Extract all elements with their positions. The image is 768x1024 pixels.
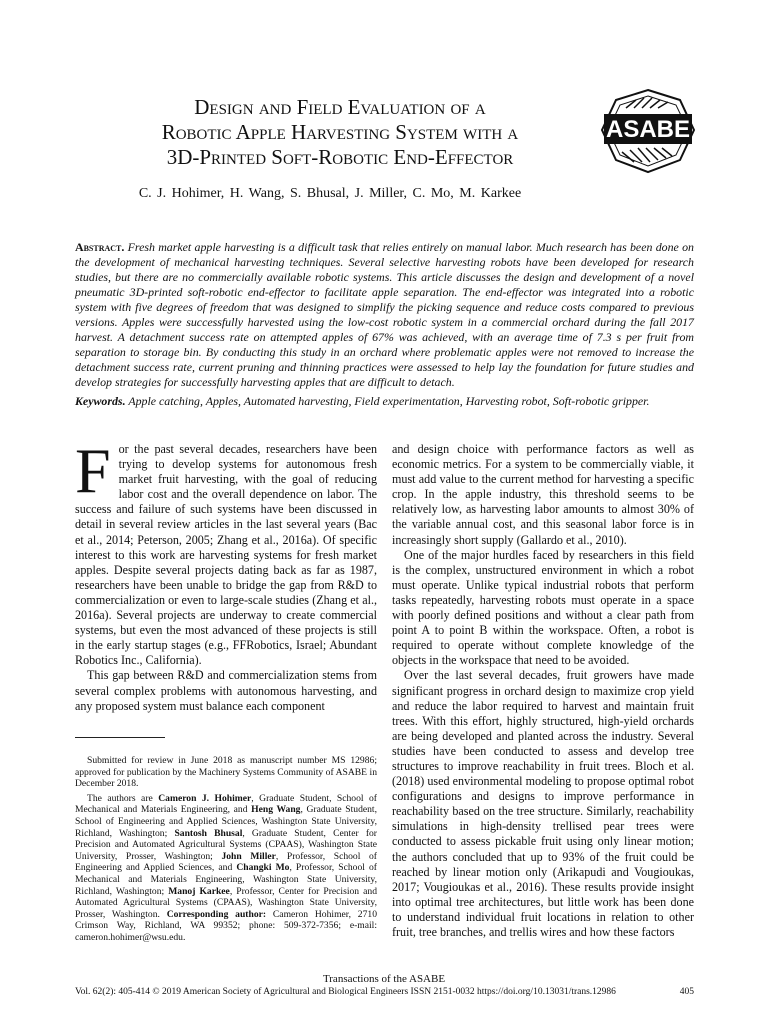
abstract [75, 240, 694, 390]
footnote-authors: The authors are Cameron J. Hohimer, Graduate Student, School of Mechanical and Materials Engineering, and Heng Wang, Graduate Student, School of Engineering and Applied Sciences, Washington State University, Richland, Washington; Santosh Bhusal, Graduate Student, Center for Precision and Automated Agricultural Systems (CPAAS), Washington State University, Prosser, Washington; John Miller, Professor, School of Engineering and Applied Sciences, and Changki Mo, Professor, School of Mechanical and Materials Engineering, Washington State University, Richland, Washington; Manoj Karkee, Professor, Center for Precision and Automated Agricultural Systems (CPAAS), Washington State University, Prosser, Washington. Corresponding author: Cameron Hohimer, 2710 Crimson Way, Richland, WA 99352; phone: 509-372-7356; e-mail: cameron.hohimer@wsu.edu. [75, 792, 378, 943]
keywords [75, 394, 694, 409]
author-list: C. J. Hohimer, H. Wang, S. Bhusal, J. Miller, C. Mo, M. Karkee [138, 186, 522, 201]
title-line-3: 3D-Printed Soft-Robotic End-Effector [166, 145, 514, 169]
author-name: Santosh Bhusal [174, 827, 243, 839]
paragraph-intro [75, 435, 377, 668]
keywords-label: Keywords. [75, 394, 126, 408]
paragraph-4: One of the major hurdles faced by researchers in this field is the complex, unstructured environment in which a robot must operate. Unlike typical industrial robots that perform tasks repeatedly, harvesting robots must operate in a space with poorly defined positions and without a clear path from point A to point B within the workspace. Often, a robot is required to operate without complete knowledge of the objects in the workspace that need to be avoided. [392, 547, 694, 668]
paragraph-2: This gap between R&D and commercialization stems from several complex problems with autonomous harvesting, and any proposed system must balance each component [75, 668, 377, 713]
footnote-submitted: Submitted for review in June 2018 as manuscript number MS 12986; approved for publication by the Machinery Systems Community of ASABE in December 2018. [75, 755, 377, 790]
logo-text: ASABE [605, 116, 691, 143]
citation-footer [75, 987, 694, 997]
title-line-2: Robotic Apple Harvesting System with a [161, 120, 519, 144]
corresponding-author-text: Cameron Hohimer, 2710 Crimson Way, Richland, WA 99352; phone: 509-372-7356; e-mail: cameron.hohimer@wsu.edu. [75, 908, 377, 943]
article-title [100, 95, 580, 170]
author-name: John Miller [221, 850, 276, 862]
body-column-right [392, 442, 694, 940]
asabe-logo [600, 88, 696, 174]
journal-name: Transactions of the ASABE [322, 973, 446, 985]
author-name: Changki Mo [236, 862, 290, 874]
author-name: Heng Wang [251, 804, 301, 816]
footnotes [75, 755, 377, 947]
footnote-divider [75, 737, 165, 738]
title-line-1: Design and Field Evaluation of a [194, 95, 486, 119]
abstract-label: Abstract. [75, 240, 125, 254]
paragraph-3: and design choice with performance factors as well as economic metrics. For a system to be commercially viable, it must add value to the current method for harvesting a specific crop. In the apple industry, this threshold seems to be relatively low, as harvesting labor amounts to almost 30% of the variable annual cost, and this seasonal labor force is in increasingly short supply (Gallardo et al., 2010). [392, 442, 694, 547]
author-name: Manoj Karkee [168, 885, 230, 897]
body-column-left [75, 435, 377, 714]
keywords-text: Apple catching, Apples, Automated harvesting, Field experimentation, Harvesting robot, Soft-robotic gripper. [128, 394, 650, 408]
corresponding-author-label: Corresponding author: [166, 908, 267, 920]
citation-text: Vol. 62(2): 405-414 © 2019 American Society of Agricultural and Biological Engineers ISSN 2151-0032 https://doi.org/10.13031/trans.12986 [75, 987, 616, 997]
author-name: Cameron J. Hohimer [158, 792, 252, 804]
paragraph-1-text: or the past several decades, researchers have been trying to develop systems for autonomous fresh market fruit harvesting, with the goal of reducing labor cost and the overall dependence on labor. The success and failure of such systems have been discussed in detail in several review articles in the last several years (Bac et al., 2014; Peterson, 2005; Zhang et al., 2016a). Of specific interest to this work are harvesting systems for fresh market apples. Despite several projects dating back as far as 1987, researchers have been unable to bridge the gap from R&D to commercialization or even to large-scale studies (Zhang et al., 2016a). Several projects are underway to create commercial systems, but even the most advanced of these projects is still in the early startup stages (e.g., FFRobotics, Israel; Abundant Robotics Inc., California). [75, 442, 377, 668]
paragraph-5: Over the last several decades, fruit growers have made significant progress in orchard design to maximize crop yield and reduce the labor required to harvest and maintain fruit trees. With this effort, highly structured, high-yield orchards are being developed and planted across the industry. Several studies have been conducted to assess and develop tree structures to improve reachability in fruit trees. Bloch et al. (2018) used environmental modeling to propose optimal robot configurations and designs to improve performance in reachability based on the tree structure. Similarly, reachability simulations in high-density trellised pear trees were conducted to assess pickable fruit using only linear motion; the authors concluded that up to 93% of the fruit could be reached by linear motion only (Arikapudi and Vougioukas, 2017; Vougioukas et al., 2016). These results provide insight into optimal tree architectures, but little work has been done to understand individual fruit locations in relation to other fruit, tree branches, and trellis wires and how these factors [392, 668, 694, 939]
abstract-text: Fresh market apple harvesting is a difficult task that relies entirely on manual labor. Much research has been done on the development of mechanical harvesting techniques. Several selective harvesting robots have been developed for research studies, but there are no commercially available robotic systems. This article discusses the design and development of a novel pneumatic 3D-printed soft-robotic end-effector to facilitate apple separation. The end-effector was integrated into a robotic system with five degrees of freedom that was designed to simplify the picking sequence and reduce costs compared to previous versions. Apples were successfully harvested using the low-cost robotic system in a commercial orchard during the fall 2017 harvest. A detachment success rate on attempted apples of 67% was achieved, with an average time of 7.3 s per fruit from separation to storage bin. By conducting this study in an orchard where problematic apples were not removed to increase the detachment success rate, current pruning and thinning practices were assessed to help lay the foundation for future studies and develop strategies for successfully harvesting apples that are difficult to detach. [75, 240, 694, 389]
page-number: 405 [679, 987, 694, 997]
drop-cap: F [75, 435, 111, 506]
